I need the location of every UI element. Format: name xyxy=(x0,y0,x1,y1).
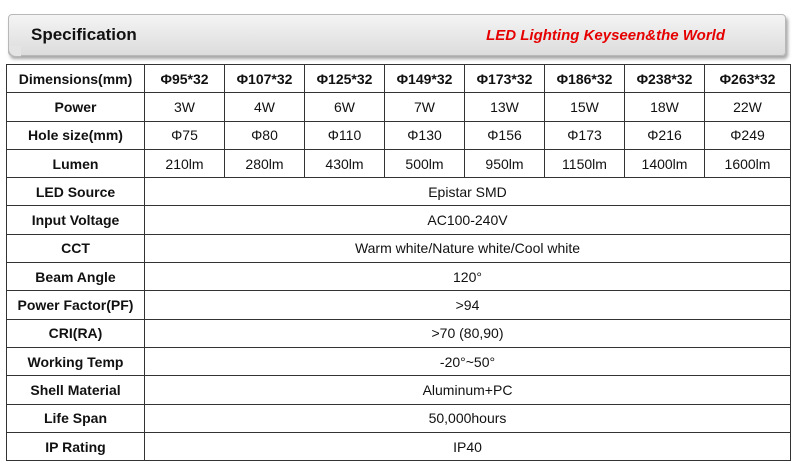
row-label: Shell Material xyxy=(7,376,145,404)
row-label: Input Voltage xyxy=(7,206,145,234)
table-cell: 1600lm xyxy=(705,149,791,177)
dimension-cell: Φ95*32 xyxy=(145,65,225,93)
table-cell: 15W xyxy=(545,93,625,121)
table-cell: Warm white/Nature white/Cool white xyxy=(145,234,791,262)
spec-banner xyxy=(8,14,786,56)
row-label: LED Source xyxy=(7,178,145,206)
table-row-input-voltage xyxy=(7,206,791,234)
table-cell: 280lm xyxy=(225,149,305,177)
row-label: IP Rating xyxy=(7,432,145,460)
table-row-lumen xyxy=(7,149,791,177)
table-cell: 3W xyxy=(145,93,225,121)
table-row-ip-rating xyxy=(7,432,791,460)
row-label: Hole size(mm) xyxy=(7,121,145,149)
table-row-working-temp xyxy=(7,347,791,375)
table-cell: >94 xyxy=(145,291,791,319)
table-cell: Φ130 xyxy=(385,121,465,149)
row-label: CCT xyxy=(7,234,145,262)
specification-table xyxy=(6,64,791,461)
table-row-cri xyxy=(7,319,791,347)
table-cell: 7W xyxy=(385,93,465,121)
table-cell: Epistar SMD xyxy=(145,178,791,206)
row-label: Power xyxy=(7,93,145,121)
row-label: Working Temp xyxy=(7,347,145,375)
dimension-cell: Φ107*32 xyxy=(225,65,305,93)
table-cell: 4W xyxy=(225,93,305,121)
table-cell: 13W xyxy=(465,93,545,121)
row-label: CRI(RA) xyxy=(7,319,145,347)
row-label: Beam Angle xyxy=(7,263,145,291)
table-cell: 500lm xyxy=(385,149,465,177)
dimension-cell: Φ263*32 xyxy=(705,65,791,93)
table-cell: 18W xyxy=(625,93,705,121)
table-cell: Φ173 xyxy=(545,121,625,149)
table-cell: -20°~50° xyxy=(145,347,791,375)
table-cell: 210lm xyxy=(145,149,225,177)
table-cell: 120° xyxy=(145,263,791,291)
table-cell: AC100-240V xyxy=(145,206,791,234)
table-cell: 50,000hours xyxy=(145,404,791,432)
dimension-cell: Φ149*32 xyxy=(385,65,465,93)
table-row-power-factor xyxy=(7,291,791,319)
table-row-hole-size xyxy=(7,121,791,149)
table-cell: >70 (80,90) xyxy=(145,319,791,347)
row-label: Life Span xyxy=(7,404,145,432)
table-cell: Aluminum+PC xyxy=(145,376,791,404)
table-cell: 430lm xyxy=(305,149,385,177)
row-label: Dimensions(mm) xyxy=(7,65,145,93)
row-label: Power Factor(PF) xyxy=(7,291,145,319)
page-title: Specification xyxy=(31,25,137,44)
dimension-cell: Φ186*32 xyxy=(545,65,625,93)
table-row-cct xyxy=(7,234,791,262)
table-row-led-source xyxy=(7,178,791,206)
table-cell: Φ249 xyxy=(705,121,791,149)
table-cell: 22W xyxy=(705,93,791,121)
table-cell: 1150lm xyxy=(545,149,625,177)
brand-slogan: LED Lighting Keyseen&the World xyxy=(486,27,725,44)
table-cell: 1400lm xyxy=(625,149,705,177)
table-cell: Φ156 xyxy=(465,121,545,149)
table-row-power xyxy=(7,93,791,121)
table-cell: Φ75 xyxy=(145,121,225,149)
row-label: Lumen xyxy=(7,149,145,177)
table-row-dimensions xyxy=(7,65,791,93)
table-row-shell-material xyxy=(7,376,791,404)
dimension-cell: Φ125*32 xyxy=(305,65,385,93)
table-row-beam-angle xyxy=(7,263,791,291)
table-cell: Φ216 xyxy=(625,121,705,149)
table-row-life-span xyxy=(7,404,791,432)
dimension-cell: Φ173*32 xyxy=(465,65,545,93)
table-cell: Φ110 xyxy=(305,121,385,149)
table-cell: 950lm xyxy=(465,149,545,177)
table-cell: IP40 xyxy=(145,432,791,460)
dimension-cell: Φ238*32 xyxy=(625,65,705,93)
table-cell: 6W xyxy=(305,93,385,121)
table-cell: Φ80 xyxy=(225,121,305,149)
